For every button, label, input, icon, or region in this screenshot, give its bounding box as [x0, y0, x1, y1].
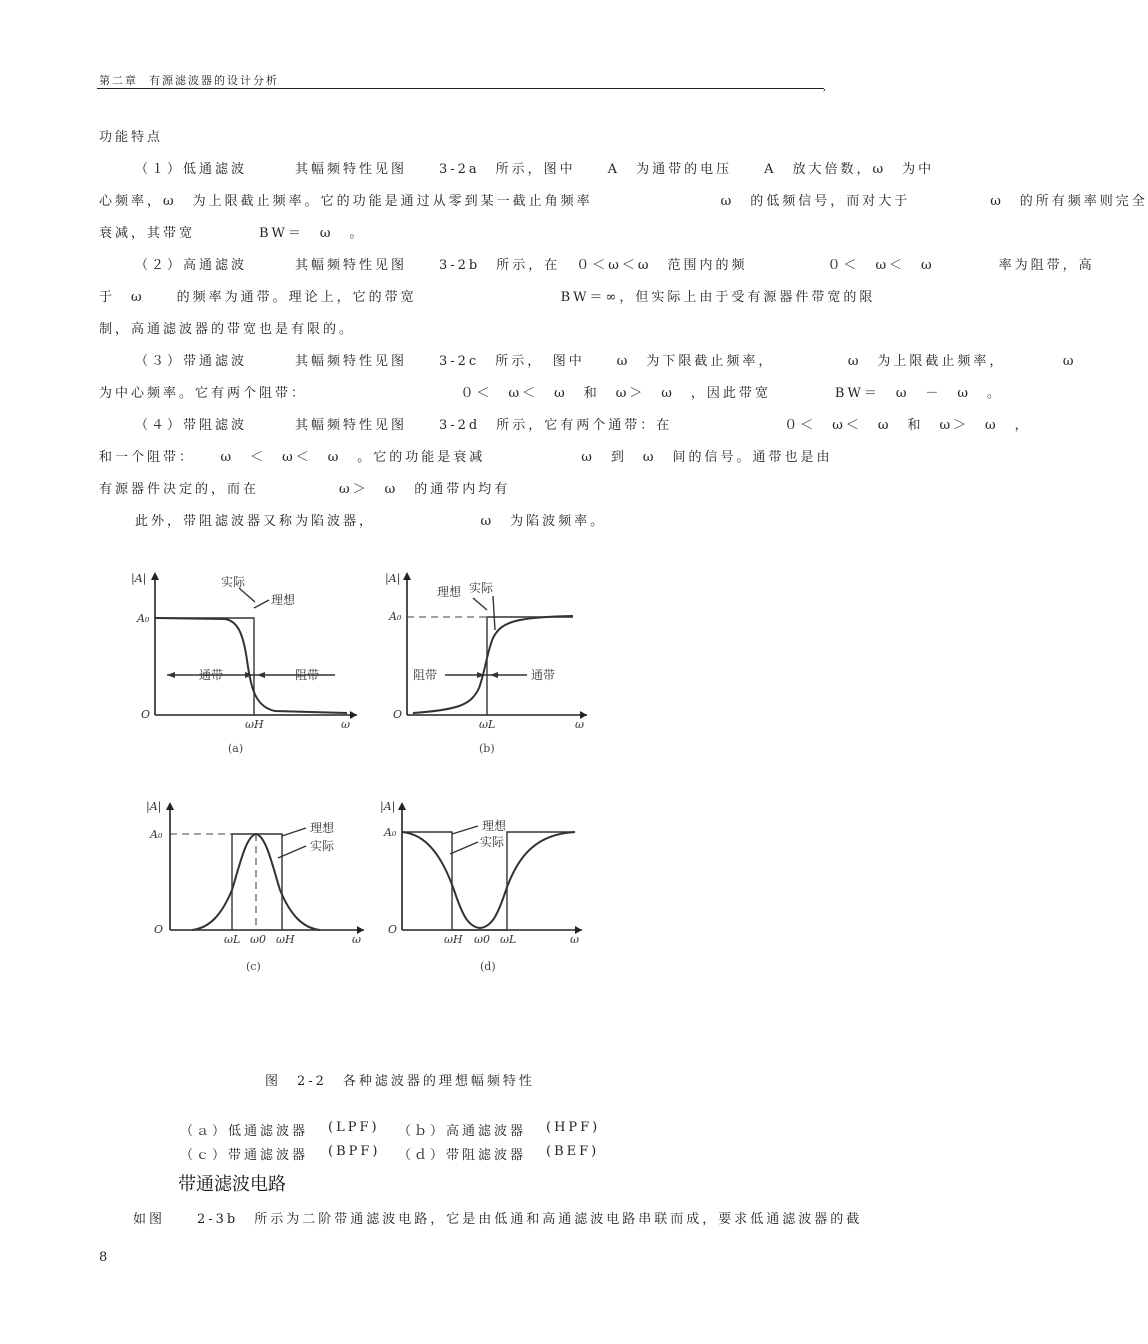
para-line: 为中心频率。它有两个阻带： ０＜ ω＜ ω 和 ω＞ ω ，因此带宽 BW＝ ω － ω 。 — [99, 386, 1004, 401]
leader-line — [450, 842, 478, 854]
legend-item: （ｄ）带阻滤波器 — [398, 1148, 527, 1163]
arrow-left-icon — [257, 672, 265, 678]
figure-lowpass — [125, 560, 365, 760]
label-actual: 实际 — [310, 839, 335, 853]
y-arrow-icon — [151, 572, 159, 580]
tick-wl: ωL — [479, 718, 496, 731]
label-stopband: 阻带 — [295, 668, 320, 682]
origin-label: O — [141, 708, 151, 721]
page-number: 8 — [99, 1250, 108, 1265]
subfig-label: (b) — [479, 742, 495, 755]
legend-abbr: (LPF) — [328, 1120, 380, 1135]
legend-abbr: (HPF) — [546, 1120, 601, 1135]
label-stopband: 阻带 — [413, 668, 438, 682]
label-ideal: 理想 — [271, 593, 296, 607]
x-axis-label: ω — [352, 933, 361, 946]
para-line: （１）低通滤波 其幅频特性见图 3-2a 所示，图中 A 为通带的电压 A 放大倍数，ω 为中 — [135, 162, 935, 177]
arrow-left-icon — [490, 672, 498, 678]
para-line: 于 ω 的频率为通带。理论上，它的带宽 BW＝∞，但实际上由于受有源器件带宽的限 — [99, 290, 876, 305]
origin-label: O — [154, 923, 164, 936]
axis-y-label: |A| — [380, 800, 396, 813]
tick-w0: ω0 — [250, 933, 266, 946]
para-line: 功能特点 — [99, 130, 164, 145]
y-arrow-icon — [398, 802, 406, 810]
label-passband: 通带 — [531, 668, 556, 682]
page-header — [97, 72, 828, 93]
arrow-left-icon — [167, 672, 175, 678]
header-chapter: 第二章 — [99, 74, 138, 87]
tick-wh: ωH — [276, 933, 295, 946]
actual-curve — [155, 618, 347, 713]
para-line: （４）带阻滤波 其幅频特性见图 3-2d 所示，它有两个通带：在 ０＜ ω＜ ω 和 ω＞ ω ， — [135, 418, 1031, 433]
label-ideal: 理想 — [310, 821, 335, 835]
para-line: （３）带通滤波 其幅频特性见图 3-2c 所示， 图中 ω 为下限截止频率， ω 为上限截止频率， ω — [135, 354, 1077, 369]
a0-label: A₀ — [389, 610, 402, 623]
label-passband: 通带 — [199, 668, 224, 682]
subfig-label: (d) — [480, 960, 496, 973]
para-line: （２）高通滤波 其幅频特性见图 3-2b 所示，在 ０＜ω＜ω 范围内的频 ０＜ ω＜ ω 率为阻带，高 — [135, 258, 1095, 273]
leader-line — [452, 826, 478, 834]
actual-curve — [413, 616, 573, 713]
legend-item: （ｂ）高通滤波器 — [398, 1124, 527, 1139]
label-ideal: 理想 — [482, 819, 507, 833]
para-line: 衰减，其带宽 BW＝ ω 。 — [99, 226, 366, 241]
para-line: 心频率，ω 为上限截止频率。它的功能是通过从零到某一截止角频率 ω 的低频信号，而对大于 ω 的所有频率则完全 — [99, 194, 1148, 209]
a0-label: A₀ — [150, 828, 163, 841]
y-arrow-icon — [166, 802, 174, 810]
origin-label: O — [393, 708, 403, 721]
legend-abbr: (BEF) — [546, 1144, 600, 1159]
leader-line — [282, 828, 306, 836]
subfig-label: (a) — [228, 742, 244, 755]
ideal-curve — [232, 834, 282, 930]
axis-y-label: |A| — [146, 800, 162, 813]
para-line: 如图 2-3b 所示为二阶带通滤波电路，它是由低通和高通滤波电路串联而成，要求低通滤波器的截 — [133, 1212, 863, 1227]
a0-label: A₀ — [137, 612, 150, 625]
a0-label: A₀ — [384, 826, 397, 839]
leader-line — [473, 598, 487, 610]
para-line: 有源器件决定的，而在 ω＞ ω 的通带内均有 — [99, 482, 511, 497]
label-actual: 实际 — [480, 835, 505, 849]
label-ideal: 理想 — [437, 585, 462, 599]
legend-item: （ｃ）带通滤波器 — [180, 1148, 309, 1163]
axis-y-label: |A| — [131, 572, 147, 585]
label-actual: 实际 — [221, 575, 246, 589]
ideal-curve — [155, 618, 254, 715]
para-line: 和一个阻带： ω ＜ ω＜ ω 。它的功能是衰减 ω 到 ω 间的信号。通带也是由 — [99, 450, 833, 465]
leader-line — [493, 596, 495, 630]
origin-label: O — [388, 923, 398, 936]
figure-highpass — [375, 560, 605, 760]
subfig-label: (c) — [246, 960, 261, 973]
x-arrow-icon — [350, 711, 357, 719]
section-title: 带通滤波电路 — [178, 1174, 286, 1195]
y-arrow-icon — [403, 572, 411, 580]
tick-wl: ωL — [500, 933, 517, 946]
ideal-curve — [487, 617, 573, 715]
para-line: 制，高通滤波器的带宽也是有限的。 — [99, 322, 356, 337]
figure-bandstop — [380, 790, 600, 980]
tick-wh: ωH — [245, 718, 264, 731]
leader-line — [239, 588, 255, 602]
axis-y-label: |A| — [385, 572, 401, 585]
x-axis-label: ω — [341, 718, 350, 731]
header-title: 有源滤波器的设计分析 — [149, 74, 279, 87]
tick-w0: ω0 — [474, 933, 490, 946]
tick-wl: ωL — [224, 933, 241, 946]
leader-line — [254, 600, 269, 608]
para-line: 此外，带阻滤波器又称为陷波器， ω 为陷波频率。 — [135, 514, 607, 529]
label-actual: 实际 — [469, 581, 494, 595]
figure-caption: 图 2-2 各种滤波器的理想幅频特性 — [265, 1074, 535, 1089]
tick-wh: ωH — [444, 933, 463, 946]
legend-item: （ａ）低通滤波器 — [180, 1124, 309, 1139]
header-mark: , — [822, 82, 828, 93]
legend-abbr: (BPF) — [328, 1144, 381, 1159]
x-axis-label: ω — [570, 933, 579, 946]
figure-bandpass — [140, 790, 380, 980]
x-axis-label: ω — [575, 718, 584, 731]
